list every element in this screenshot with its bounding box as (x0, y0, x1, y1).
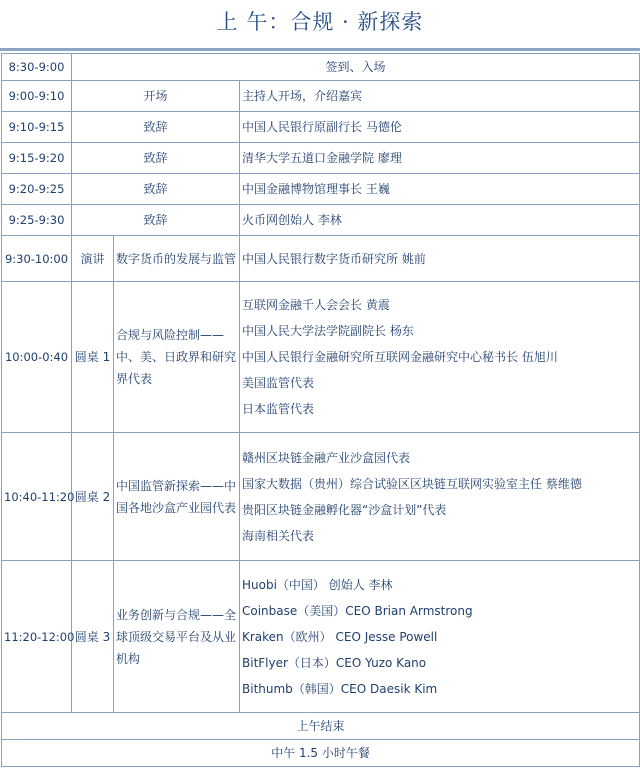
time-cell: 9:20-9:25 (2, 174, 72, 205)
table-row (2, 81, 640, 112)
kind-cell: 致辞 (72, 174, 240, 205)
content-cell: 签到、入场 (72, 54, 640, 81)
speaker-cell (240, 282, 640, 433)
kind-cell: 开场 (72, 81, 240, 112)
speaker: 中国金融博物馆理事长 王巍 (242, 182, 390, 196)
kind-cell: 圆桌 3 (72, 561, 114, 713)
table-row (2, 740, 640, 767)
time-cell: 10:40-11:20 (2, 433, 72, 561)
speaker: Coinbase（美国）CEO Brian Armstrong (242, 603, 473, 618)
kind-cell: 圆桌 2 (72, 433, 114, 561)
speaker-cell (240, 143, 640, 174)
speaker: 中国人民大学法学院副院长 杨东 (242, 324, 414, 338)
lunch-cell: 中午 1.5 小时午餐 (2, 740, 640, 767)
speaker: 美国监管代表 (242, 376, 315, 390)
time-cell: 11:20-12:00 (2, 561, 72, 713)
table-row (2, 282, 640, 433)
time-cell: 9:00-9:10 (2, 81, 72, 112)
kind-cell: 圆桌 1 (72, 282, 114, 433)
speaker: 日本监管代表 (242, 402, 315, 416)
speaker: 中国人民银行金融研究所互联网金融研究中心秘书长 伍旭川 (242, 350, 558, 364)
speaker-cell (240, 433, 640, 561)
speaker: Kraken（欧州） CEO Jesse Powell (242, 629, 438, 644)
time-cell: 10:00-0:40 (2, 282, 72, 433)
time-cell: 8:30-9:00 (2, 54, 72, 81)
time-cell: 9:30-10:00 (2, 236, 72, 282)
speaker-cell (240, 174, 640, 205)
topic-cell: 数字货币的发展与监管 (114, 236, 240, 282)
time-cell: 9:10-9:15 (2, 112, 72, 143)
speaker-cell (240, 81, 640, 112)
time-cell: 9:25-9:30 (2, 205, 72, 236)
kind-cell: 演讲 (72, 236, 114, 282)
table-row (2, 433, 640, 561)
speaker-cell (240, 236, 640, 282)
speaker-cell (240, 205, 640, 236)
speaker: Huobi（中国） 创始人 李林 (242, 577, 393, 592)
topic-cell: 业务创新与合规——全球顶级交易平台及从业机构 (114, 561, 240, 713)
table-row (2, 713, 640, 740)
speaker: 中国人民银行数字货币研究所 姚前 (242, 251, 426, 266)
time-cell: 9:15-9:20 (2, 143, 72, 174)
speaker: 清华大学五道口金融学院 廖理 (242, 151, 402, 165)
page-title: 上 午：合规 · 新探索 (216, 10, 424, 34)
speaker: Bithumb（韩国）CEO Daesik Kim (242, 681, 438, 696)
table-row (2, 174, 640, 205)
kind-cell: 致辞 (72, 205, 240, 236)
speaker: 赣州区块链金融产业沙盒园代表 (242, 450, 411, 465)
speaker: 火币网创始人 李林 (242, 213, 342, 227)
table-row (2, 143, 640, 174)
table-row (2, 205, 640, 236)
session-end-cell: 上午结束 (2, 713, 640, 740)
speaker-cell (240, 112, 640, 143)
table-row (2, 561, 640, 713)
speaker: 中国人民银行原副行长 马德伦 (242, 120, 402, 134)
title-divider (0, 48, 640, 51)
kind-cell: 致辞 (72, 143, 240, 174)
speaker: BitFlyer（日本）CEO Yuzo Kano (242, 655, 427, 670)
speaker: 主持人开场，介绍嘉宾 (242, 89, 363, 103)
agenda-table (1, 53, 640, 767)
table-row (2, 236, 640, 282)
speaker: 贵阳区块链金融孵化器“沙盒计划”代表 (242, 502, 447, 517)
kind-cell: 致辞 (72, 112, 240, 143)
table-row (2, 54, 640, 81)
topic-cell: 中国监管新探索——中国各地沙盒产业园代表 (114, 433, 240, 561)
speaker: 国家大数据（贵州）综合试验区区块链互联网实验室主任 蔡维德 (242, 476, 582, 491)
speaker: 互联网金融千人会会长 黄震 (242, 298, 390, 312)
speaker: 海南相关代表 (242, 528, 315, 543)
table-row (2, 112, 640, 143)
topic-cell: 合规与风险控制——中、美、日政界和研究界代表 (114, 282, 240, 433)
speaker-cell (240, 561, 640, 713)
